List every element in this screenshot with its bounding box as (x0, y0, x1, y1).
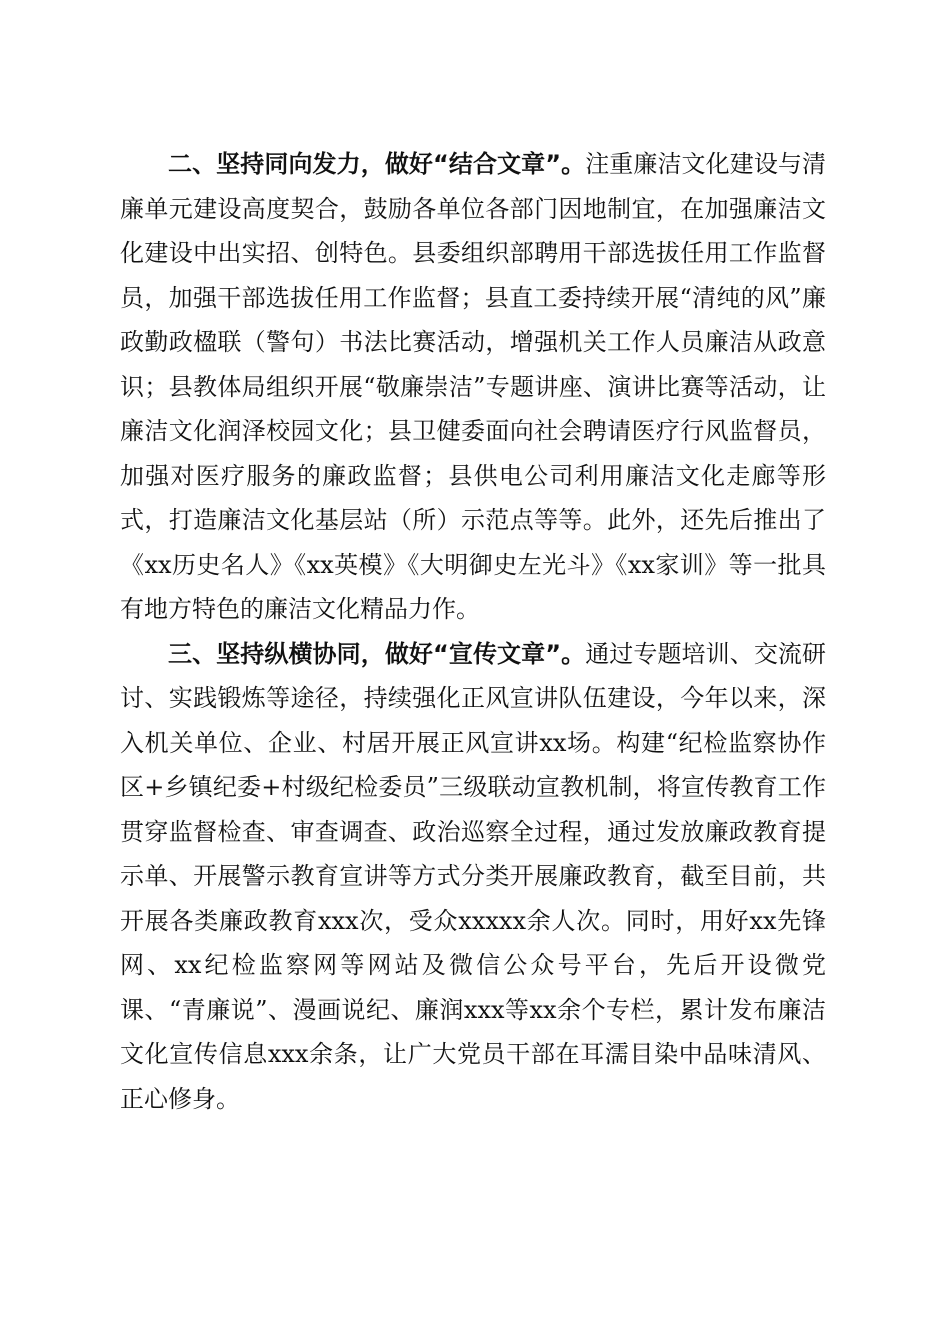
document-page (120, 142, 826, 1121)
paragraph-body-three: 通过专题培训、交流研讨、实践锻炼等途径，持续强化正风宣讲队伍建设，今年以来，深入机关单位、企业、村居开展正风宣讲xx场。构建“纪检监察协作区+乡镇纪委+村级纪检委员”三级联动宣教机制，将宣传教育工作贯穿监督检查、审查调查、政治巡察全过程，通过发放廉政教育提示单、开展警示教育宣讲等方式分类开展廉政教育，截至目前，共开展各类廉政教育xxx次，受众xxxxx余人次。同时，用好xx先锋网、xx纪检监察网等网站及微信公众号平台，先后开设微党课、“青廉说”、漫画说纪、廉润xxx等xx余个专栏，累计发布廉洁文化宣传信息xxx余条，让广大党员干部在耳濡目染中品味清风、正心修身。 (120, 639, 827, 1113)
paragraph-body-two: 注重廉洁文化建设与清廉单元建设高度契合，鼓励各单位各部门因地制宜，在加强廉洁文化建设中出实招、创特色。县委组织部聘用干部选拔任用工作监督员，加强干部选拔任用工作监督；县直工委持续开展“清纯的风”廉政勤政楹联（警句）书法比赛活动，增强机关工作人员廉洁从政意识；县教体局组织开展“敬廉崇洁”专题讲座、演讲比赛等活动，让廉洁文化润泽校园文化；县卫健委面向社会聘请医疗行风监督员，加强对医疗服务的廉政监督；县供电公司利用廉洁文化走廊等形式，打造廉洁文化基层站（所）示范点等等。此外，还先后推出了《xx历史名人》《xx英模》《大明御史左光斗》《xx家训》等一批具有地方特色的廉洁文化精品力作。 (120, 150, 827, 623)
paragraph-combination-article (120, 142, 826, 632)
section-heading-two: 二、坚持同向发力，做好“结合文章”。 (168, 150, 586, 178)
paragraph-publicity-article (120, 632, 826, 1122)
section-heading-three: 三、坚持纵横协同，做好“宣传文章”。 (168, 639, 586, 668)
